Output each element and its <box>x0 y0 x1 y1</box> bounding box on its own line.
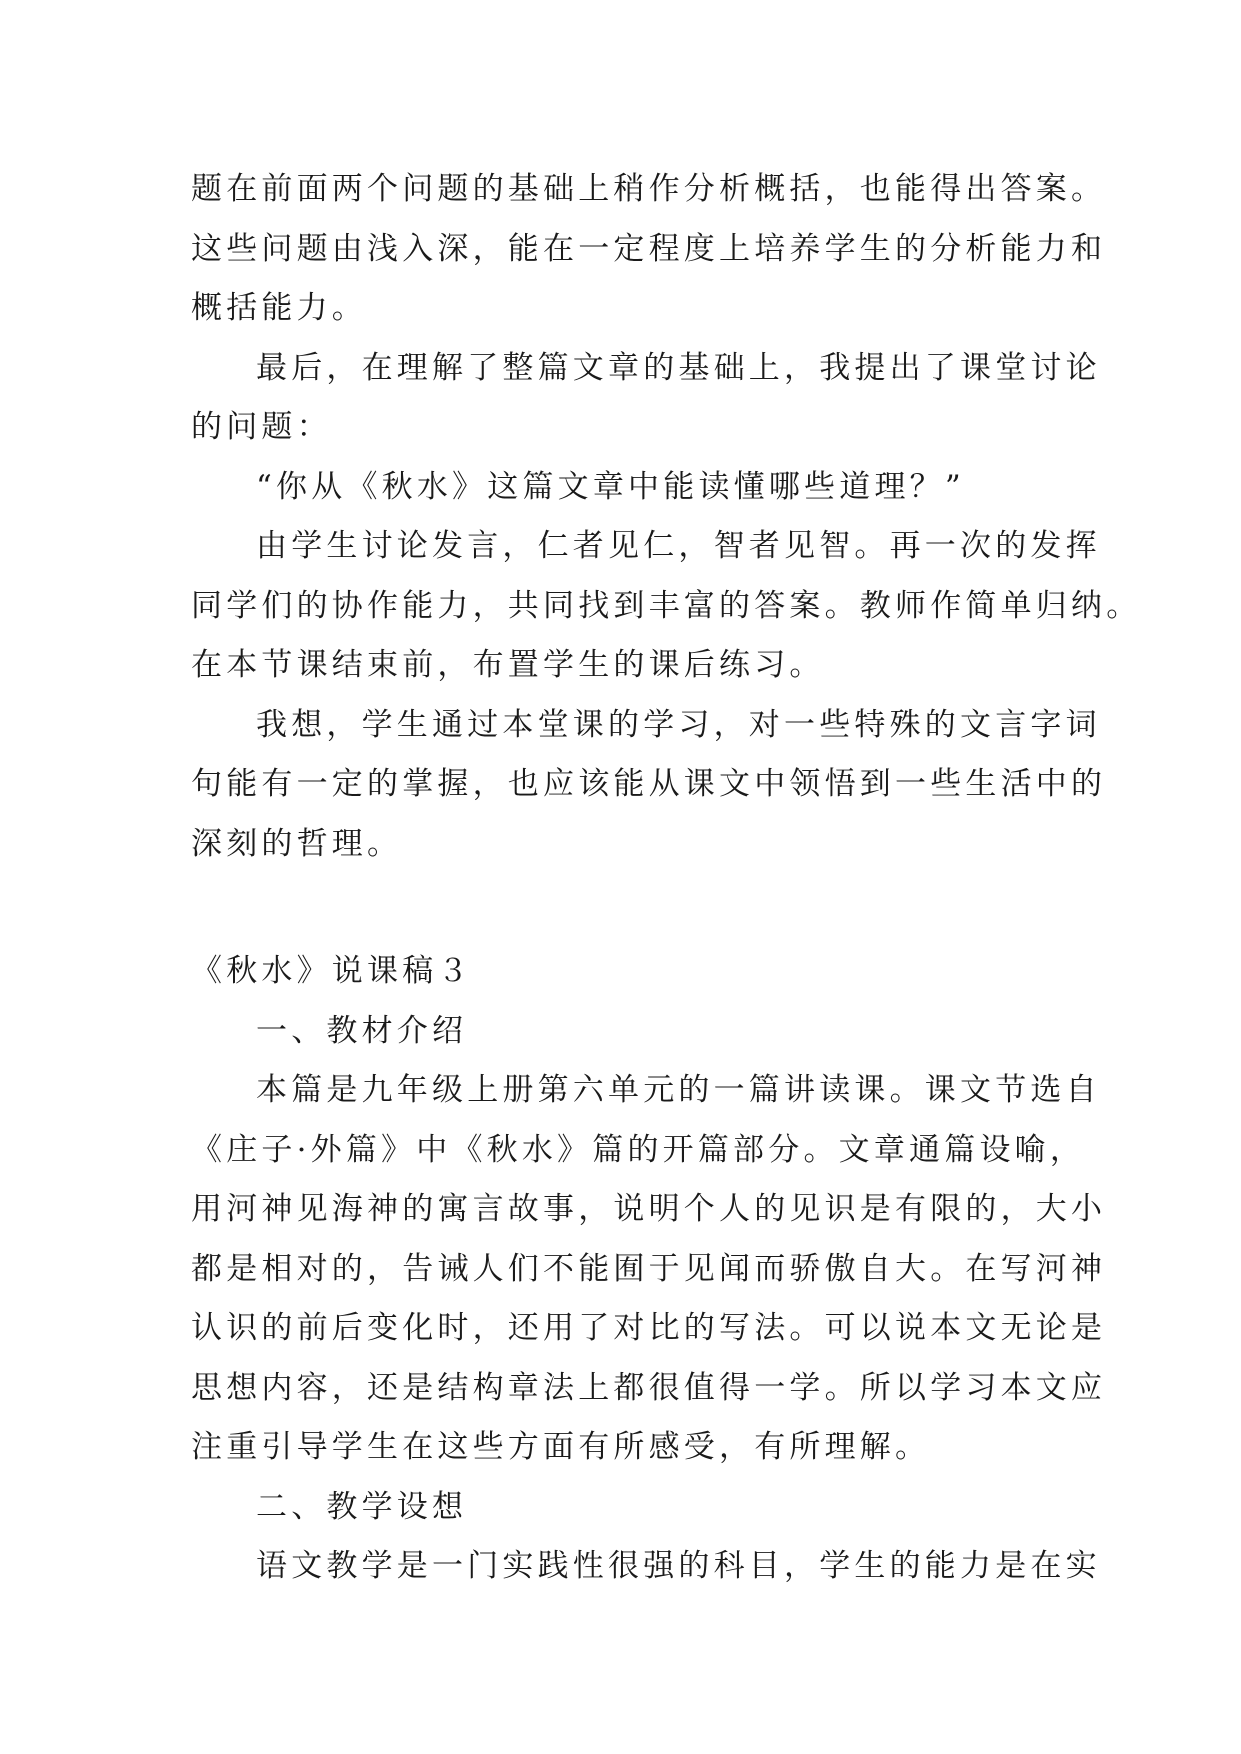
text-line: 由学生讨论发言，仁者见仁，智者见智。再一次的发挥 <box>256 528 1101 564</box>
text-line: 认识的前后变化时，还用了对比的写法。可以说本文无论是 <box>191 1310 1107 1346</box>
section-heading: 二、教学设想 <box>256 1488 468 1525</box>
paragraph <box>191 1537 1101 1597</box>
quote-paragraph <box>191 458 1071 518</box>
text-line: 注重引导学生在这些方面有所感受，有所理解。 <box>191 1429 931 1465</box>
text-line: 《庄子·外篇》中《秋水》篇的开篇部分。文章通篇设喻， <box>191 1131 1086 1168</box>
document-title: 《秋水》说课稿３ <box>191 953 473 989</box>
text-line: 我想，学生通过本堂课的学习，对一些特殊的文言字词 <box>256 706 1101 743</box>
section-heading: 一、教材介绍 <box>256 1012 468 1049</box>
quote-line: “你从《秋水》这篇文章中能读懂哪些道理？” <box>256 468 965 505</box>
text-line: 本篇是九年级上册第六单元的一篇讲读课。课文节选自 <box>256 1072 1101 1108</box>
paragraph <box>191 339 1101 458</box>
text-line: 语文教学是一门实践性很强的科目，学生的能力是在实 <box>256 1548 1101 1584</box>
text-line: 句能有一定的掌握，也应该能从课文中领悟到一些生活中的 <box>191 766 1107 802</box>
text-line: 最后，在理解了整篇文章的基础上，我提出了课堂讨论 <box>256 349 1101 386</box>
paragraph <box>191 517 1142 696</box>
text-line: 深刻的哲理。 <box>191 825 403 862</box>
text-line: 在本节课结束前，布置学生的课后练习。 <box>191 647 825 683</box>
paragraph <box>191 160 1107 339</box>
paragraph <box>191 1061 1107 1478</box>
text-line: 都是相对的，告诫人们不能囿于见闻而骄傲自大。在写河神 <box>191 1250 1107 1287</box>
text-line: 思想内容，还是结构章法上都很值得一学。所以学习本文应 <box>191 1369 1107 1406</box>
section-gap <box>191 874 1071 942</box>
text-line: 概括能力。 <box>191 290 367 326</box>
text-line: 的问题： <box>191 409 332 445</box>
text-line: 用河神见海神的寓言故事，说明个人的见识是有限的，大小 <box>191 1191 1107 1227</box>
text-line: 题在前面两个问题的基础上稍作分析概括，也能得出答案。 <box>191 171 1107 207</box>
document-page <box>191 160 1142 1597</box>
text-line: 这些问题由浅入深，能在一定程度上培养学生的分析能力和 <box>191 230 1107 267</box>
text-line: 同学们的协作能力，共同找到丰富的答案。教师作简单归纳。 <box>191 587 1142 624</box>
paragraph <box>191 696 1107 875</box>
